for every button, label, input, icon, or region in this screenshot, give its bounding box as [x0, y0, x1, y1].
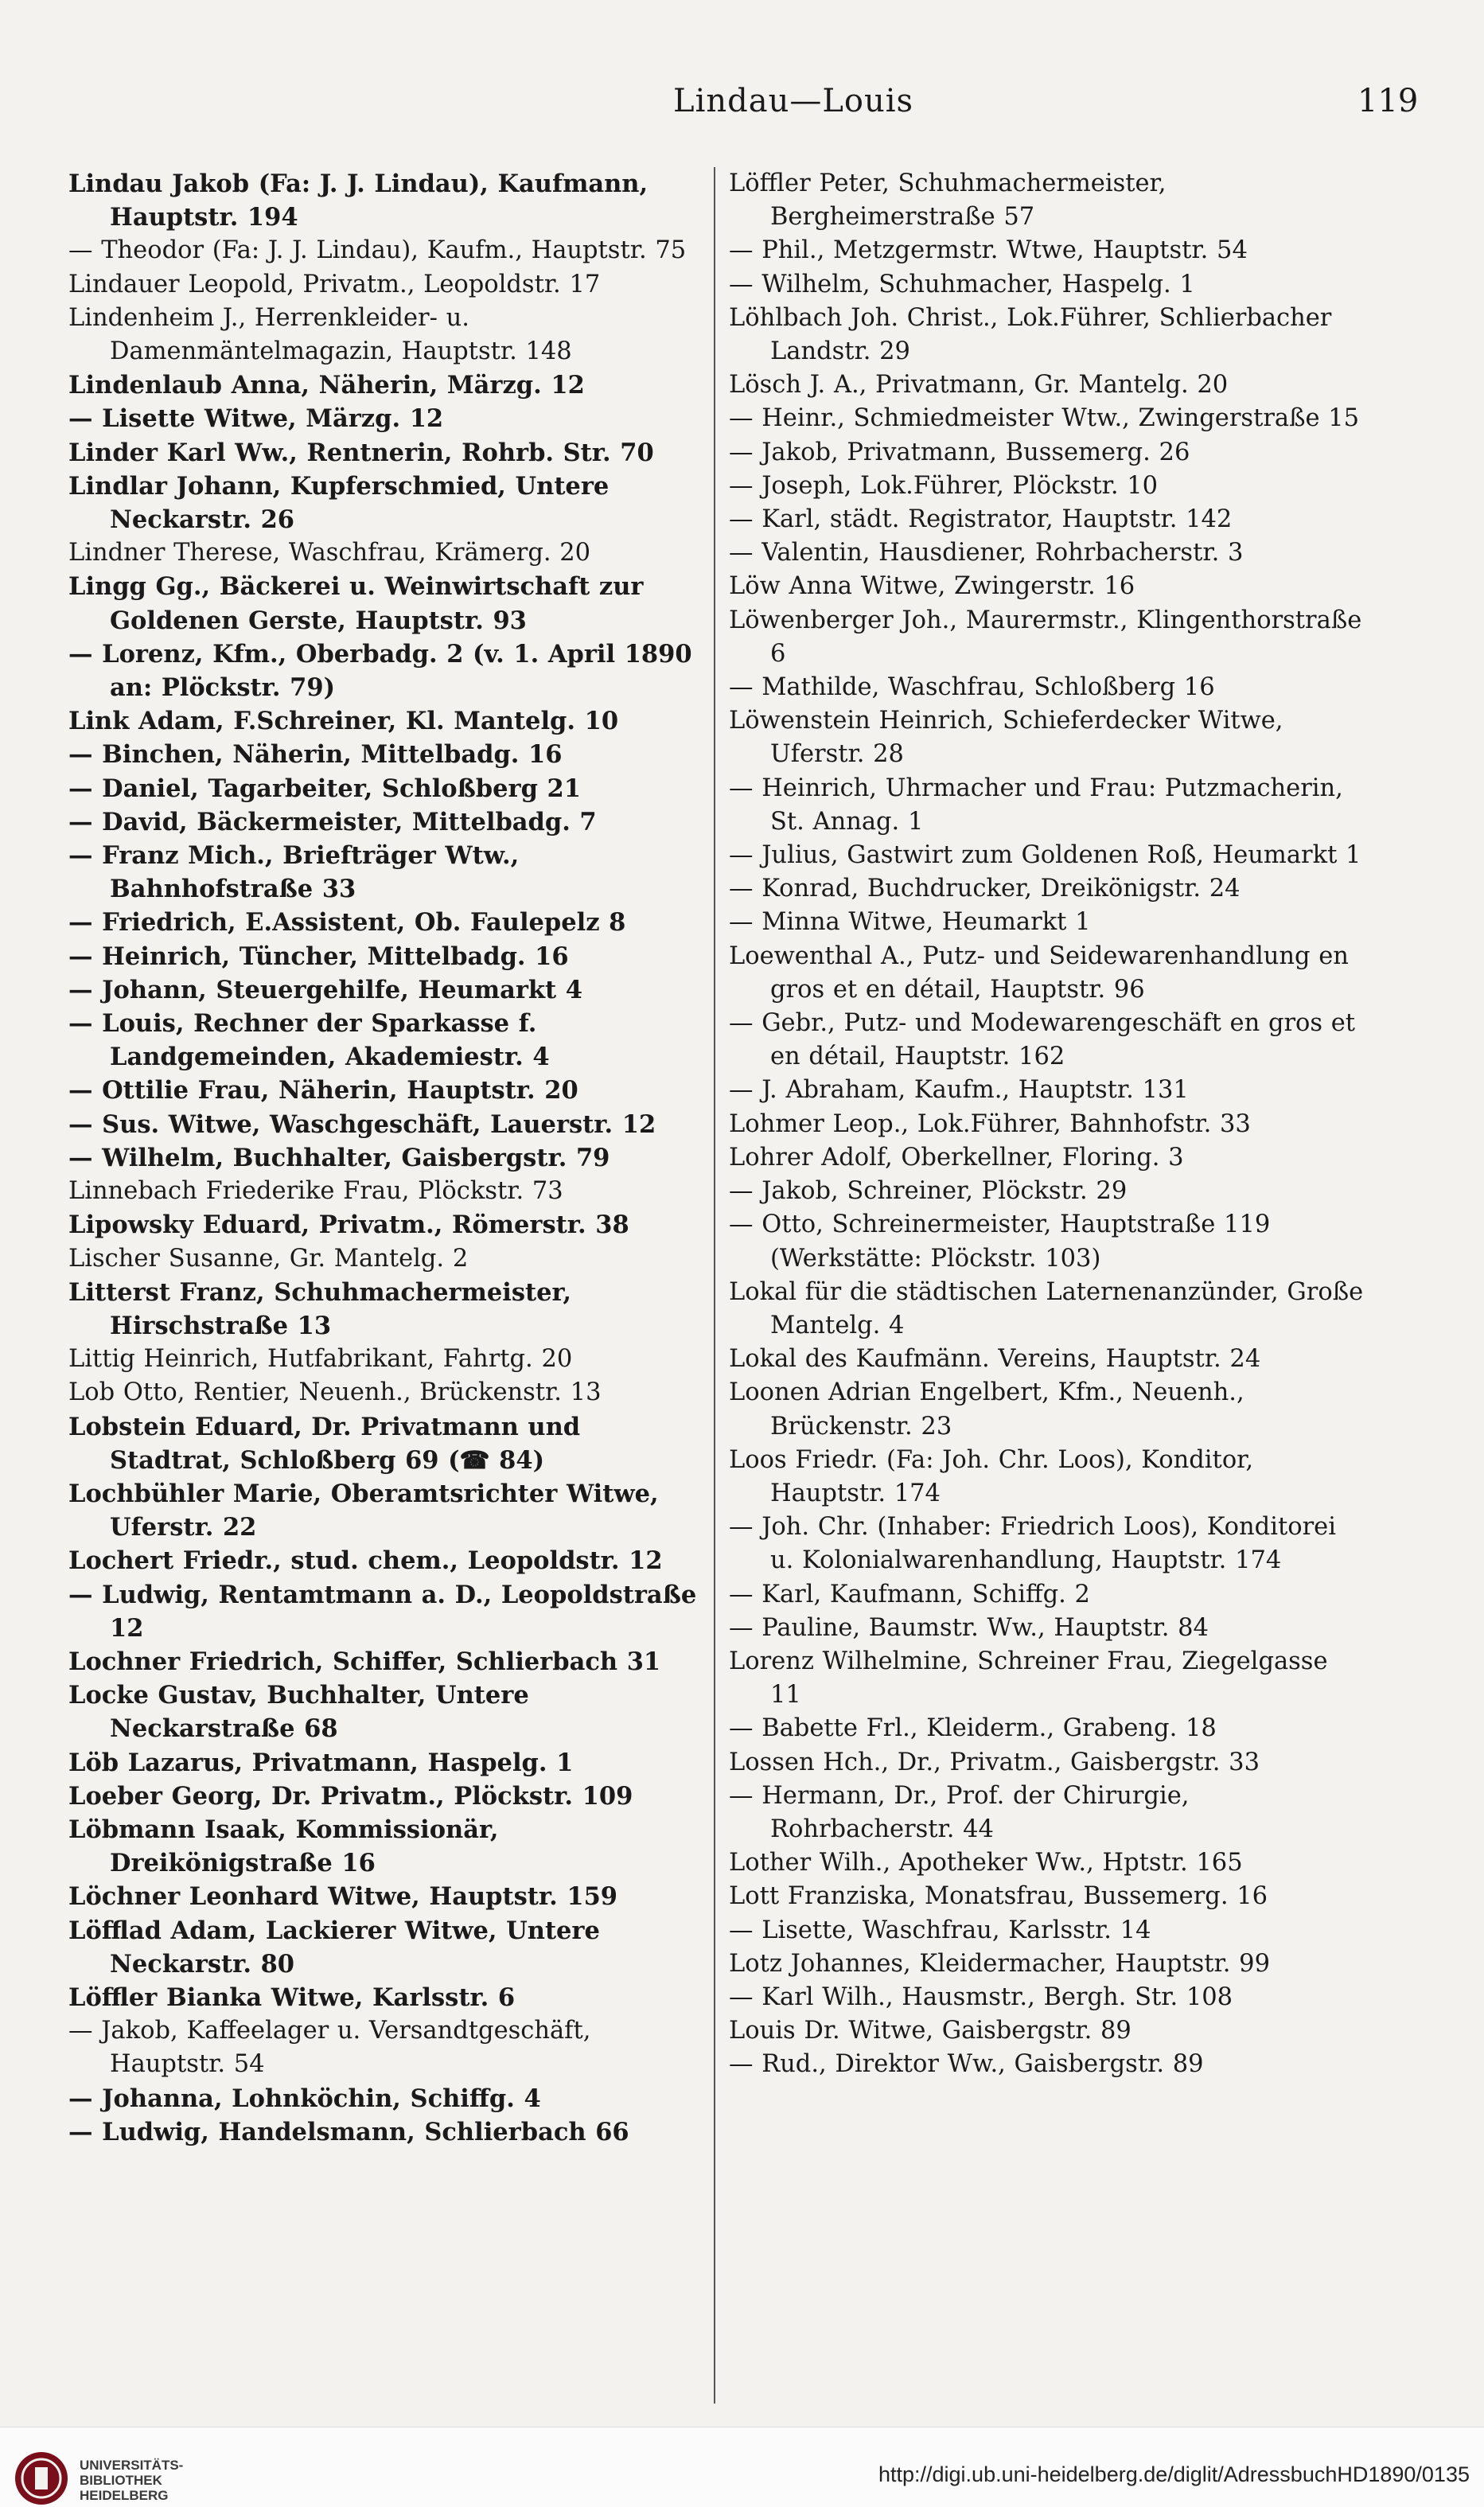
directory-entry: — Johanna, Lohnköchin, Schiffg. 4: [68, 2084, 541, 2113]
directory-entry: Lindenheim J., Herrenkleider- u. Damenmäntelmagazin, Hauptstr. 148: [68, 303, 572, 366]
directory-entry: — J. Abraham, Kaufm., Hauptstr. 131: [729, 1076, 1189, 1105]
directory-entry: Lob Otto, Rentier, Neuenh., Brückenstr. 13: [68, 1378, 602, 1407]
directory-entry: Lossen Hch., Dr., Privatm., Gaisbergstr. 33: [729, 1748, 1260, 1776]
directory-entry: — Lisette, Waschfrau, Karlsstr. 14: [729, 1916, 1151, 1944]
library-name-line: HEIDELBERG: [80, 2488, 169, 2503]
directory-entry: Löfflad Adam, Lackierer Witwe, Untere Neckarstr. 80: [68, 1916, 600, 1979]
directory-entry: Lotz Johannes, Kleidermacher, Hauptstr. 99: [729, 1949, 1270, 1978]
footer-bar: [0, 2427, 1484, 2507]
directory-entry: — Ottilie Frau, Näherin, Hauptstr. 20: [68, 1076, 578, 1105]
directory-entry: Lindau Jakob (Fa: J. J. Lindau), Kaufmann, Hauptstr. 194: [68, 170, 649, 232]
directory-entry: Lobstein Eduard, Dr. Privatmann und Stadtrat, Schloßberg 69 (☎ 84): [68, 1412, 581, 1475]
library-name-line: UNIVERSITÄTS-: [80, 2458, 184, 2473]
directory-entry: — Rud., Direktor Ww., Gaisbergstr. 89: [729, 2050, 1204, 2079]
directory-entry: Lipowsky Eduard, Privatm., Römerstr. 38: [68, 1211, 629, 1240]
directory-entry: Löb Lazarus, Privatmann, Haspelg. 1: [68, 1748, 574, 1777]
directory-entry: — Phil., Metzgermstr. Wtwe, Hauptstr. 54: [729, 236, 1248, 265]
directory-entry: — Julius, Gastwirt zum Goldenen Roß, Heumarkt 1: [729, 841, 1361, 870]
directory-entry: — Heinrich, Tüncher, Mittelbadg. 16: [68, 942, 569, 971]
directory-entry: Löbmann Isaak, Kommissionär, Dreikönigstraße 16: [68, 1815, 499, 1878]
directory-entry: — Karl, städt. Registrator, Hauptstr. 142: [729, 505, 1233, 534]
university-library-logo-icon: [13, 2450, 70, 2507]
directory-entry: Lochert Friedr., stud. chem., Leopoldstr. 12: [68, 1546, 663, 1576]
directory-entry: — David, Bäckermeister, Mittelbadg. 7: [68, 807, 597, 836]
directory-entry: — Lisette Witwe, Märzg. 12: [68, 404, 444, 434]
directory-entry: Lindauer Leopold, Privatm., Leopoldstr. 17: [68, 270, 601, 298]
directory-entry: Lokal für die städtischen Laternenanzünder, Große Mantelg. 4: [729, 1277, 1364, 1339]
directory-entry: — Binchen, Näherin, Mittelbadg. 16: [68, 740, 563, 770]
directory-entry: Lindner Therese, Waschfrau, Krämerg. 20: [68, 539, 591, 567]
directory-entry: — Hermann, Dr., Prof. der Chirurgie, Rohrbacherstr. 44: [729, 1781, 1190, 1843]
directory-entry: Lokal des Kaufmänn. Vereins, Hauptstr. 24: [729, 1345, 1261, 1374]
directory-entry: Lohrer Adolf, Oberkellner, Floring. 3: [729, 1143, 1184, 1172]
directory-entry: — Joh. Chr. (Inhaber: Friedrich Loos), Konditorei u. Kolonialwarenhandlung, Hauptstr. 174: [729, 1513, 1336, 1575]
directory-entry: — Ludwig, Handelsmann, Schlierbach 66: [68, 2117, 629, 2146]
directory-entry: — Wilhelm, Schuhmacher, Haspelg. 1: [729, 270, 1195, 298]
directory-entry: Löwenberger Joh., Maurermstr., Klingenthorstraße 6: [729, 606, 1362, 668]
directory-entry: Loos Friedr. (Fa: Joh. Chr. Loos), Konditor, Hauptstr. 174: [729, 1445, 1254, 1507]
directory-entry: Locke Gustav, Buchhalter, Untere Neckarstraße 68: [68, 1681, 529, 1744]
directory-entry: Loeber Georg, Dr. Privatm., Plöckstr. 109: [68, 1781, 633, 1811]
directory-entry: Löwenstein Heinrich, Schieferdecker Witwe, Uferstr. 28: [729, 707, 1283, 769]
directory-entry: Loewenthal A., Putz- und Seidewarenhandlung en gros et en détail, Hauptstr. 96: [729, 942, 1349, 1004]
directory-entry: Link Adam, F.Schreiner, Kl. Mantelg. 10: [68, 707, 619, 736]
library-name: [80, 2458, 183, 2503]
directory-entry: — Johann, Steuergehilfe, Heumarkt 4: [68, 975, 582, 1004]
directory-entry: — Joseph, Lok.Führer, Plöckstr. 10: [729, 471, 1159, 500]
library-name-line: BIBLIOTHEK: [80, 2473, 162, 2488]
directory-entry: Lochbühler Marie, Oberamtsrichter Witwe, Uferstr. 22: [68, 1479, 659, 1542]
running-title: Lindau—Louis: [673, 83, 914, 119]
directory-entry: — Ludwig, Rentamtmann a. D., Leopoldstraße 12: [68, 1580, 697, 1643]
directory-entry: Lott Franziska, Monatsfrau, Bussemerg. 16: [729, 1882, 1268, 1911]
directory-entry: — Franz Mich., Briefträger Wtw., Bahnhofstraße 33: [68, 841, 520, 904]
directory-entry: Löhlbach Joh. Christ., Lok.Führer, Schlierbacher Landstr. 29: [729, 303, 1332, 366]
directory-entry: Lindenlaub Anna, Näherin, Märzg. 12: [68, 371, 585, 400]
page-number: 119: [1357, 83, 1419, 119]
directory-entry: Lösch J. A., Privatmann, Gr. Mantelg. 20: [729, 371, 1229, 400]
directory-entry: — Louis, Rechner der Sparkasse f. Landgemeinden, Akademiestr. 4: [68, 1009, 550, 1072]
directory-entry: — Babette Frl., Kleiderm., Grabeng. 18: [729, 1714, 1217, 1743]
directory-entry: Lother Wilh., Apotheker Ww., Hptstr. 165: [729, 1849, 1243, 1877]
directory-entry: — Karl, Kaufmann, Schiffg. 2: [729, 1580, 1090, 1608]
directory-entry: — Minna Witwe, Heumarkt 1: [729, 908, 1091, 937]
directory-entry: Löffler Bianka Witwe, Karlsstr. 6: [68, 1983, 516, 2012]
directory-entry: — Jakob, Schreiner, Plöckstr. 29: [729, 1177, 1128, 1206]
directory-entry: — Heinrich, Uhrmacher und Frau: Putzmacherin, St. Annag. 1: [729, 774, 1343, 836]
directory-entry: Litterst Franz, Schuhmachermeister, Hirschstraße 13: [68, 1277, 572, 1340]
directory-entry: — Pauline, Baumstr. Ww., Hauptstr. 84: [729, 1613, 1209, 1642]
directory-entry: Linder Karl Ww., Rentnerin, Rohrb. Str. 70: [68, 438, 654, 467]
directory-entry: — Konrad, Buchdrucker, Dreikönigstr. 24: [729, 875, 1241, 903]
column-divider: [714, 167, 715, 2404]
left-column: [68, 167, 705, 2149]
directory-entry: — Jakob, Kaffeelager u. Versandtgeschäft, Hauptstr. 54: [68, 2017, 591, 2079]
page-header: [68, 83, 1484, 131]
directory-entry: Littig Heinrich, Hutfabrikant, Fahrtg. 20: [68, 1345, 573, 1374]
directory-entry: — Friedrich, E.Assistent, Ob. Faulepelz 8: [68, 908, 626, 938]
directory-entry: Linnebach Friederike Frau, Plöckstr. 73: [68, 1177, 563, 1206]
directory-entry: Löffler Peter, Schuhmachermeister, Bergheimerstraße 57: [729, 170, 1167, 232]
directory-entry: — Gebr., Putz- und Modewarengeschäft en gros et en détail, Hauptstr. 162: [729, 1009, 1356, 1071]
source-url-link[interactable]: http://digi.ub.uni-heidelberg.de/diglit/AdressbuchHD1890/0135: [878, 2462, 1470, 2486]
directory-entry: Lischer Susanne, Gr. Mantelg. 2: [68, 1244, 469, 1273]
directory-entry: Lingg Gg., Bäckerei u. Weinwirtschaft zur Goldenen Gerste, Hauptstr. 93: [68, 572, 644, 635]
directory-entry: — Wilhelm, Buchhalter, Gaisbergstr. 79: [68, 1143, 610, 1172]
directory-entry: — Lorenz, Kfm., Oberbadg. 2 (v. 1. April 1890 an: Plöckstr. 79): [68, 639, 692, 703]
directory-entry: — Otto, Schreinermeister, Hauptstraße 119 (Werkstätte: Plöckstr. 103): [729, 1211, 1271, 1273]
directory-entry: — Heinr., Schmiedmeister Wtw., Zwingerstraße 15: [729, 404, 1360, 433]
directory-entry: — Mathilde, Waschfrau, Schloßberg 16: [729, 673, 1215, 702]
directory-entry: Lindlar Johann, Kupferschmied, Untere Neckarstr. 26: [68, 471, 610, 535]
directory-entry: Louis Dr. Witwe, Gaisbergstr. 89: [729, 2017, 1132, 2045]
directory-entry: — Karl Wilh., Hausmstr., Bergh. Str. 108: [729, 1983, 1233, 2011]
directory-entry: Loonen Adrian Engelbert, Kfm., Neuenh., Brückenstr. 23: [729, 1378, 1244, 1441]
directory-entry: — Valentin, Hausdiener, Rohrbacherstr. 3: [729, 539, 1244, 567]
directory-entry: Lochner Friedrich, Schiffer, Schlierbach 31: [68, 1647, 661, 1676]
directory-entry: — Jakob, Privatmann, Bussemerg. 26: [729, 438, 1190, 466]
right-column: [729, 167, 1365, 2082]
directory-entry: Lohmer Leop., Lok.Führer, Bahnhofstr. 33: [729, 1109, 1251, 1138]
directory-entry: Löw Anna Witwe, Zwingerstr. 16: [729, 572, 1135, 601]
directory-columns: [68, 167, 1364, 2404]
directory-entry: — Theodor (Fa: J. J. Lindau), Kaufm., Hauptstr. 75: [68, 236, 687, 265]
directory-entry: Löchner Leonhard Witwe, Hauptstr. 159: [68, 1882, 618, 1912]
directory-entry: — Sus. Witwe, Waschgeschäft, Lauerstr. 12: [68, 1109, 656, 1139]
directory-entry: — Daniel, Tagarbeiter, Schloßberg 21: [68, 774, 581, 803]
directory-entry: Lorenz Wilhelmine, Schreiner Frau, Ziegelgasse 11: [729, 1647, 1328, 1710]
